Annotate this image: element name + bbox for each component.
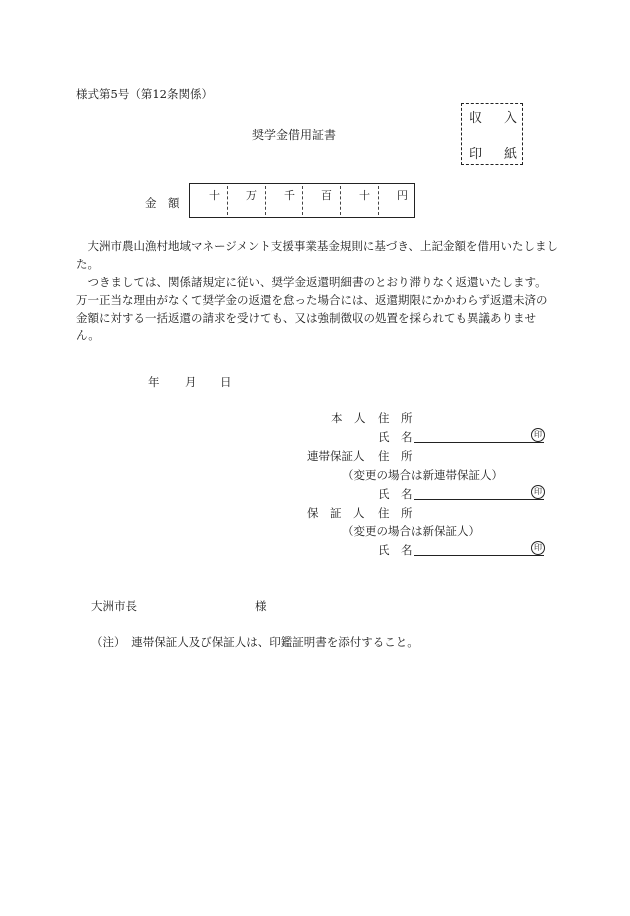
footnote: （注） 連帯保証人及び保証人は、印鑑証明書を添付すること。 — [91, 635, 419, 649]
principal-label: 本 人 — [331, 411, 366, 425]
form-number: 様式第5号（第12条関係） — [76, 87, 213, 101]
body-paragraph-1: 大洲市農山漁村地域マネージメント支援事業基金規則に基づき、上記金額を借用いたしました。 — [76, 239, 558, 271]
stamp-char: 収 — [469, 111, 483, 126]
date-month: 月 — [185, 375, 197, 389]
joint-name-label: 氏 名 — [378, 487, 413, 501]
amount-label: 金 額 — [145, 196, 180, 210]
guarantor-name-label: 氏 名 — [378, 543, 413, 557]
addressee: 大洲市長 — [91, 599, 137, 613]
date-year: 年 — [148, 375, 160, 389]
guarantor-note: （変更の場合は新保証人） — [342, 524, 480, 538]
principal-name-line[interactable] — [414, 442, 544, 443]
body-paragraph-3: 万一正当な理由がなくて奨学金の返還を怠った場合には、返還期限にかかわらず返還未済の金額に対する一括返還の請求を受けても、又は強制徴収の処置を採られても異議ありません。 — [76, 293, 548, 343]
seal-mark: 印 — [531, 485, 545, 499]
digit-divider — [265, 186, 266, 215]
unit-thousand: 千 — [284, 189, 295, 202]
joint-name-line[interactable] — [414, 499, 544, 500]
guarantor-address-label: 住 所 — [378, 506, 413, 520]
guarantor-name-line[interactable] — [414, 555, 544, 556]
unit-ten-lower: 十 — [359, 189, 370, 202]
digit-divider — [302, 186, 303, 215]
guarantor-label: 保 証 人 — [307, 506, 365, 520]
stamp-char: 入 — [504, 111, 518, 126]
unit-yen: 円 — [397, 189, 408, 202]
revenue-stamp-box — [461, 103, 523, 165]
joint-guarantor-note: （変更の場合は新連帯保証人） — [342, 468, 503, 482]
joint-address-label: 住 所 — [378, 449, 413, 463]
digit-divider — [378, 186, 379, 215]
principal-address-label: 住 所 — [378, 411, 413, 425]
unit-man: 万 — [246, 189, 257, 202]
seal-mark: 印 — [531, 541, 545, 555]
addressee-honorific: 様 — [255, 599, 267, 613]
stamp-char: 紙 — [504, 147, 518, 162]
stamp-char: 印 — [469, 147, 483, 162]
body-paragraph-2: つきましては、関係諸規定に従い、奨学金返還明細書のとおり滞りなく返還いたします。 — [76, 275, 547, 289]
unit-ten: 十 — [209, 189, 220, 202]
digit-divider — [340, 186, 341, 215]
joint-guarantor-label: 連帯保証人 — [307, 449, 365, 463]
principal-name-label: 氏 名 — [378, 430, 413, 444]
digit-divider — [227, 186, 228, 215]
amount-box[interactable] — [189, 183, 415, 218]
unit-hundred: 百 — [321, 189, 332, 202]
date-day: 日 — [220, 375, 232, 389]
seal-mark: 印 — [531, 428, 545, 442]
document-title: 奨学金借用証書 — [252, 128, 337, 142]
